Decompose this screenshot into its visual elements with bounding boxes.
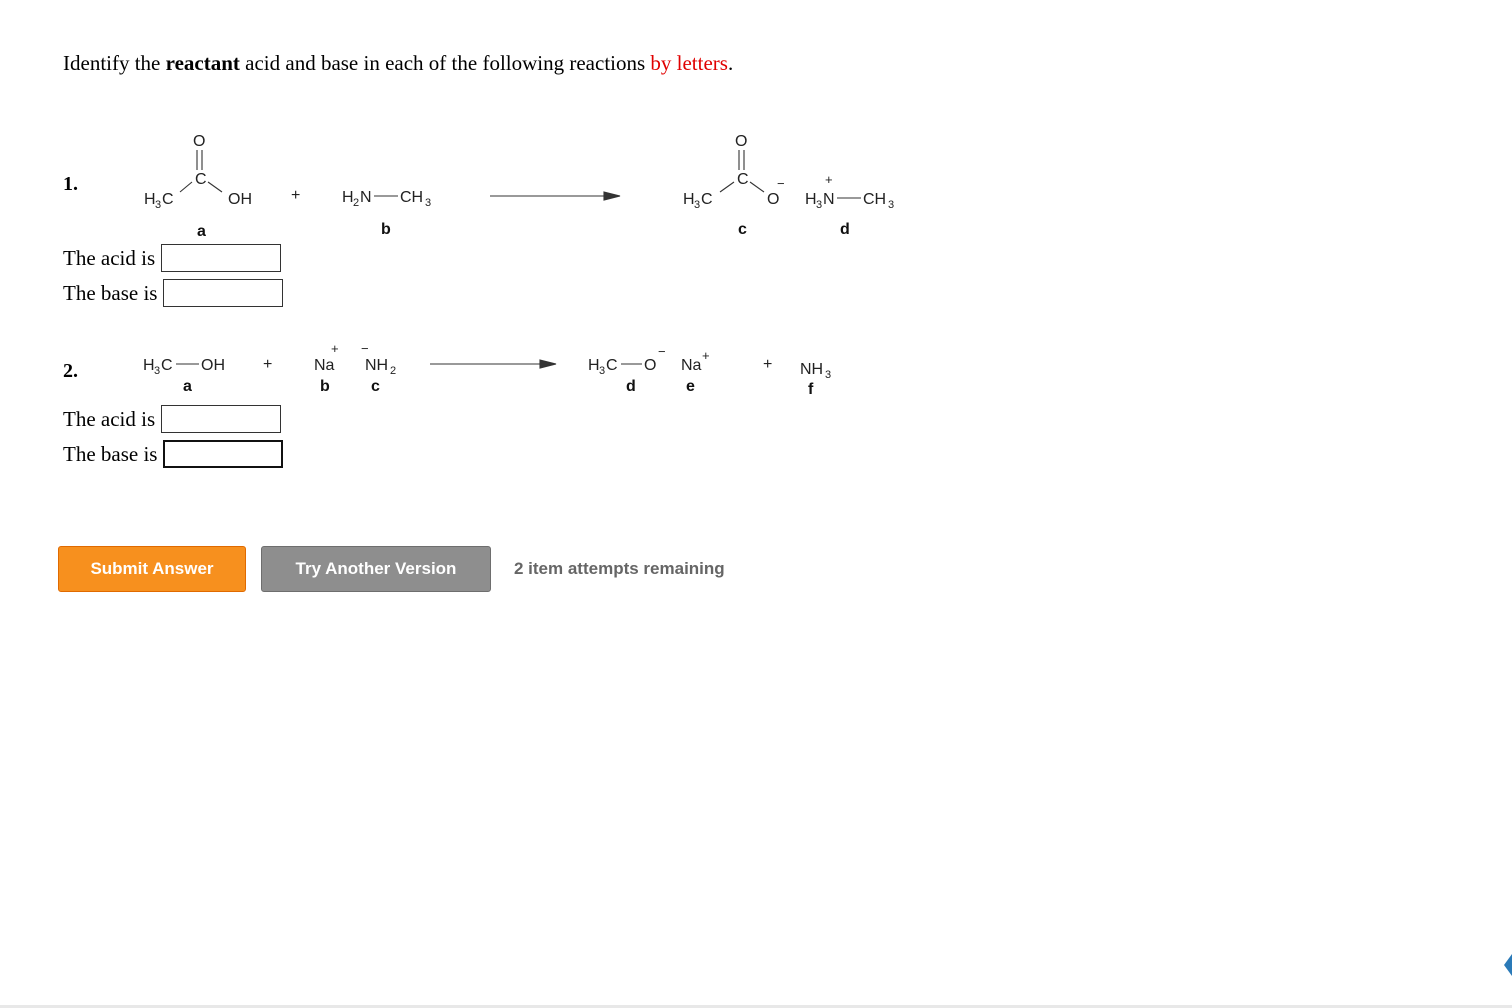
methylammonium-structure [805, 172, 894, 238]
svg-text:+: + [763, 356, 773, 373]
svg-text:3: 3 [825, 369, 832, 381]
species-label-2d: d [626, 378, 636, 395]
svg-text:C: C [606, 357, 618, 374]
svg-text:3: 3 [599, 365, 606, 377]
q2-acid-row [63, 405, 281, 433]
svg-text:H: H [805, 191, 817, 208]
methanol-structure [143, 357, 225, 395]
svg-text:2: 2 [390, 365, 397, 377]
q1-base-row [63, 279, 283, 307]
svg-text:+: + [702, 348, 710, 363]
svg-text:C: C [161, 357, 173, 374]
species-label-a: a [197, 223, 206, 240]
svg-text:Na: Na [314, 357, 335, 374]
svg-text:−: − [361, 341, 369, 356]
reactant-emphasis: reactant [165, 51, 240, 75]
svg-text:−: − [658, 344, 666, 359]
svg-text:N: N [823, 191, 835, 208]
svg-text:C: C [701, 191, 713, 208]
by-letters-highlight: by letters [650, 51, 728, 75]
svg-text:CH: CH [400, 189, 424, 206]
species-label-2c: c [371, 378, 380, 395]
q2-acid-label: The acid is [63, 406, 156, 431]
reaction-1-diagram [0, 120, 1000, 250]
svg-text:H: H [143, 357, 155, 374]
species-label-d: d [840, 221, 850, 238]
svg-text:NH: NH [365, 357, 389, 374]
species-label-2b: b [320, 378, 330, 395]
acetic-acid-structure [144, 133, 252, 240]
acetate-structure [683, 133, 785, 238]
svg-text:NH: NH [800, 361, 824, 378]
svg-text:+: + [291, 187, 301, 204]
attempts-remaining-text: 2 item attempts remaining [514, 559, 725, 578]
methylamine-structure [342, 189, 431, 238]
svg-text:O: O [193, 133, 206, 150]
svg-text:H: H [588, 357, 600, 374]
scroll-arrow-icon[interactable] [1504, 954, 1512, 976]
instructions-text: Identify the reactant acid and base in each of the following reactions by letters. [63, 51, 734, 75]
sodium-methoxide-structure [588, 344, 710, 395]
svg-text:3: 3 [888, 199, 895, 211]
q2-base-label: The base is [63, 441, 158, 466]
svg-text:N: N [360, 189, 372, 206]
species-label-2f: f [808, 381, 814, 398]
svg-text:2: 2 [353, 197, 360, 209]
svg-text:+: + [331, 341, 339, 356]
svg-text:3: 3 [155, 199, 162, 211]
submit-answer-button[interactable]: Submit Answer [58, 546, 246, 592]
q2-base-row [63, 440, 283, 468]
species-label-2e: e [686, 378, 695, 395]
ammonia-structure [800, 361, 831, 398]
svg-text:OH: OH [228, 191, 252, 208]
sodium-amide-structure [314, 341, 396, 395]
svg-text:−: − [777, 176, 785, 191]
q2-acid-input[interactable] [161, 405, 281, 433]
svg-text:3: 3 [816, 199, 823, 211]
svg-text:C: C [737, 171, 749, 188]
svg-text:C: C [162, 191, 174, 208]
svg-text:OH: OH [201, 357, 225, 374]
q2-base-input[interactable] [163, 440, 283, 468]
svg-text:Na: Na [681, 357, 702, 374]
svg-text:+: + [263, 356, 273, 373]
svg-text:3: 3 [154, 365, 161, 377]
svg-text:C: C [195, 171, 207, 188]
svg-text:H: H [144, 191, 156, 208]
svg-text:O: O [767, 191, 780, 208]
svg-text:3: 3 [694, 199, 701, 211]
q1-acid-label: The acid is [63, 245, 156, 270]
question-1-number: 1. [63, 173, 78, 195]
svg-text:H: H [683, 191, 695, 208]
q1-base-label: The base is [63, 280, 158, 305]
q1-acid-input[interactable] [161, 244, 281, 272]
species-label-2a: a [183, 378, 192, 395]
species-label-b: b [381, 221, 391, 238]
svg-text:+: + [825, 172, 833, 187]
q1-base-input[interactable] [163, 279, 283, 307]
svg-text:H: H [342, 189, 354, 206]
reaction-2-diagram [0, 336, 1000, 406]
svg-text:O: O [735, 133, 748, 150]
q1-acid-row [63, 244, 281, 272]
svg-text:3: 3 [425, 197, 432, 209]
species-label-c: c [738, 221, 747, 238]
svg-text:CH: CH [863, 191, 887, 208]
try-another-version-button[interactable]: Try Another Version [261, 546, 491, 592]
question-2-number: 2. [63, 360, 78, 382]
svg-text:O: O [644, 357, 657, 374]
